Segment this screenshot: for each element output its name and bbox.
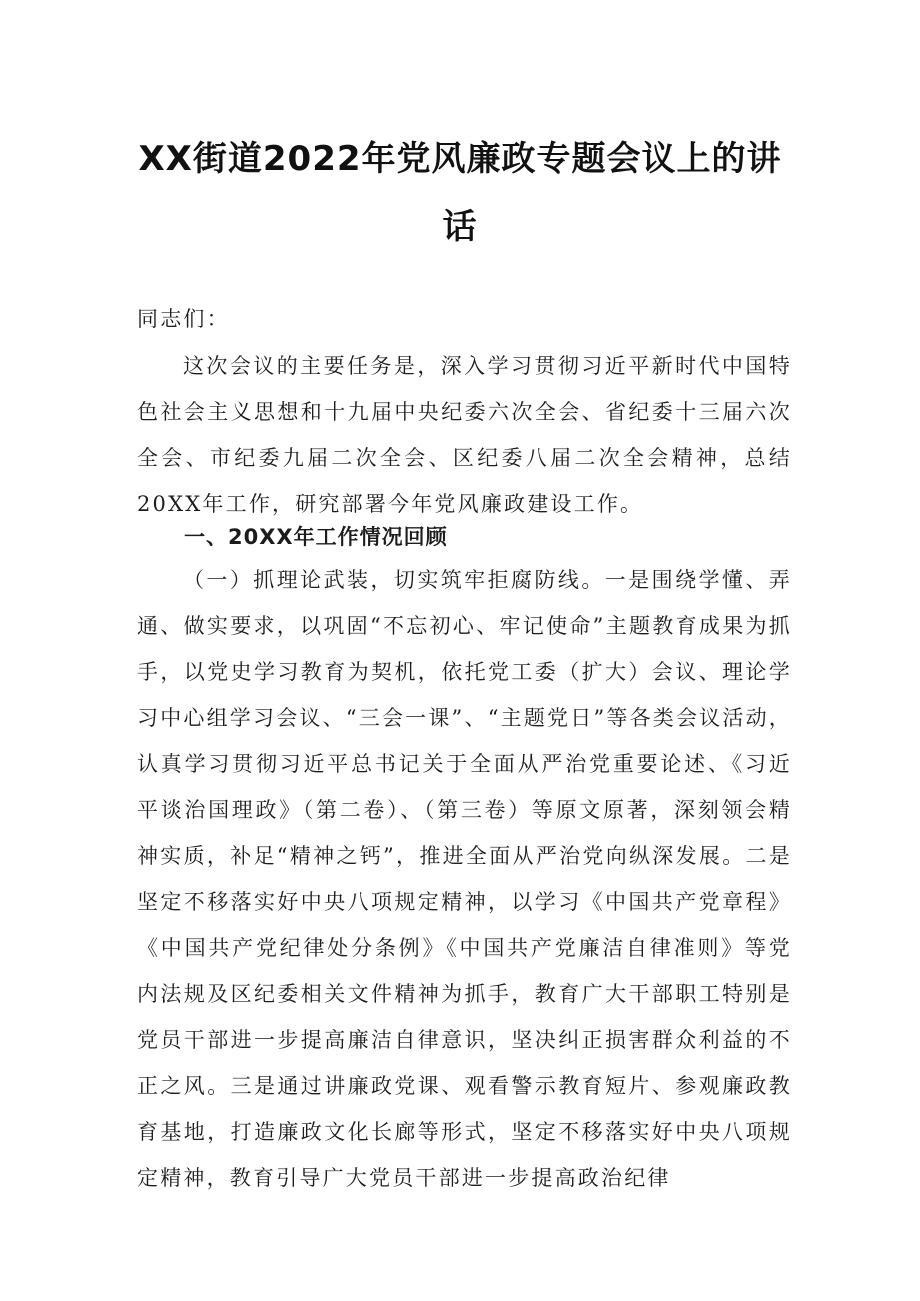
document-title-line-1: XX街道2022年党风廉政专题会议上的讲 (138, 139, 782, 179)
paragraph-intro: 这次会议的主要任务是，深入学习贯彻习近平新时代中国特色社会主义思想和十九届中央纪委六次全会、省纪委十三届六次全会、市纪委九届二次全会、区纪委八届二次全会精神，总结20XX年工作，研究部署今年党风廉政建设工作。 (137, 354, 792, 516)
document-title-line-2: 话 (442, 207, 478, 247)
paragraph-theory-study: （一）抓理论武装，切实筑牢拒腐防线。一是围绕学懂、弄通、做实要求，以巩固“不忘初心、牢记使命”主题教育成果为抓手，以党史学习教育为契机，依托党工委（扩大）会议、理论学习中心组学习会议、“三会一课”、“主题党日”等各类会议活动，认真学习贯彻习近平总书记关于全面从严治党重要论述、《习近平谈治国理政》（第二卷）、（第三卷）等原文原著，深刻领会精神实质，补足“精神之钙”，推进全面从严治党向纵深发展。二是坚定不移落实好中央八项规定精神，以学习《中国共产党章程》《中国共产党纪律处分条例》《中国共产党廉洁自律准则》等党内法规及区纪委相关文件精神为抓手，教育广大干部职工特别是党员干部进一步提高廉洁自律意识，坚决纠正损害群众利益的不正之风。三是通过讲廉政党课、观看警示教育短片、参观廉政教育基地，打造廉政文化长廊等形式，坚定不移落实好中央八项规定精神，教育引导广大党员干部进一步提高政治纪律 (137, 568, 792, 1190)
section-heading-1: 一、20XX年工作情况回顾 (184, 525, 448, 549)
greeting: 同志们： (137, 307, 230, 331)
